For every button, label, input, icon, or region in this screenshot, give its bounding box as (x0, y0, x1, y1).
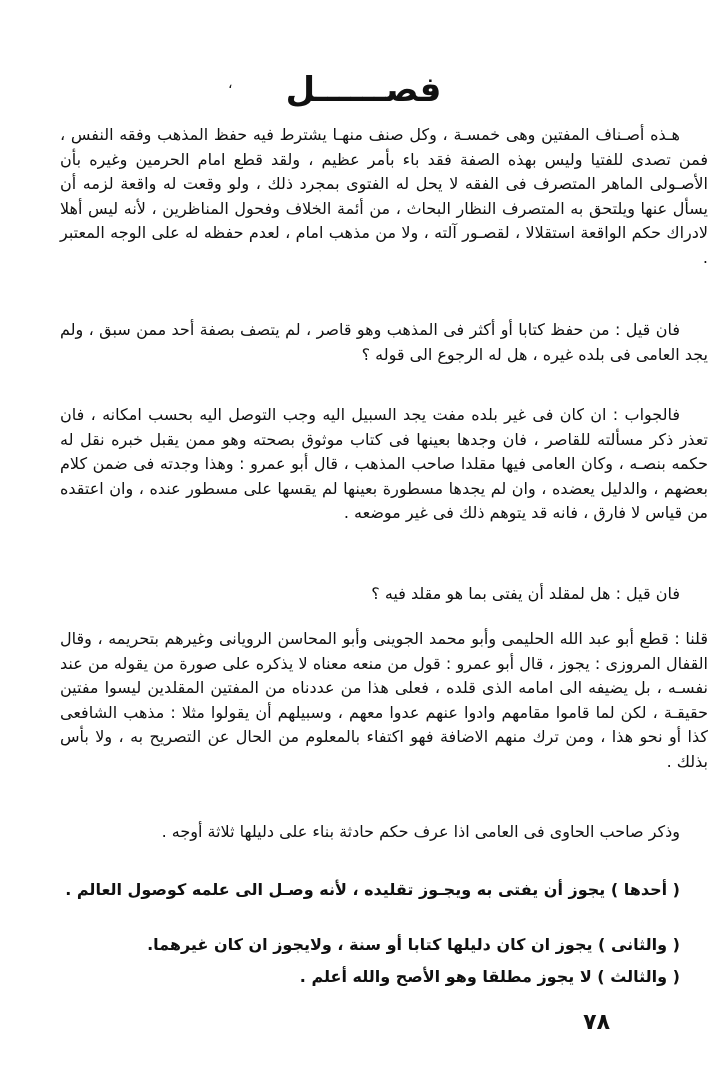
chapter-heading (0, 68, 727, 112)
paragraph-answer-2: قلنا : قطع أبو عبد الله الحليمى وأبو محمد الجوينى وأبو المحاسن الرويانى وغيرهم بتحريمه ، وقال القفال المروزى : يجوز ، قال أبو عمرو : قول من منعه معناه لا يذكره على صورة من يقوله من عند نفسـه ، بل يضيفه الى امامه الذى قلده ، فعلى هذا من عددناه من المفتين المقلدين ليسوا مفتين حقيقـة ، لكن لما قاموا مقامهم وادوا عنهم عدوا معهم ، وسبيلهم أن يقولوا مثلا : مذهب الشافعى كذا أو نحو هذا ، ومن ترك منهم الاضافة فهو اكتفاء بالمعلوم من الحال عن التصريح به ، ولا بأس بذلك . (60, 629, 708, 771)
paragraph-hawi: وذكر صاحب الحاوى فى العامى اذا عرف حكم حادثة بناء على دليلها ثلاثة أوجه . (161, 822, 680, 841)
stray-mark: ، (228, 76, 233, 92)
paragraph-intro: هـذه أصـناف المفتين وهى خمسـة ، وكل صنف منهـا يشترط فيه حفظ المذهب وفقه النفس ، فمن تصدى للفتيا وليس بهذه الصفة فقد باء بأمر عظيم ، ولقد قطع امام الحرمين وغيره بأن الأصـولى الماهر المتصرف فى الفقه لا يحل له الفتوى بمجرد ذلك ، ولو وقعت له واقعة لزمه أن يسأل عنها ويلتحق به المتصرف النظار البحاث ، من أئمة الخلاف وفحول المناظرين ، لأنه ليس أهلا لادراك حكم الواقعة استقلالا ، لقصـور آلته ، ولا من مذهب امام ، لعدم حفظه له على الوجه المعتبر . (60, 125, 708, 267)
paragraph-third-view: ( والثالث ) لا يجوز مطلقا وهو الأصح والله أعلم . (299, 967, 680, 986)
paragraph-answer-1: فالجواب : ان كان فى غير بلده مفت يجد السبيل اليه وجب التوصل اليه بحسب امكانه ، فان تعذر ذكر مسألته للقاصر ، فان وجدها بعينها فى كتاب موثوق بصحته وهو ممن يقبل خبره نقل له حكمه بنصـه ، وكان العامى فيها مقلدا صاحب المذهب ، قال أبو عمرو : وهذا وجدته فى ضمن كلام بعضهم ، والدليل يعضده ، وان لم يجدها مسطورة بعينها لم يقسها على مسطور عنده ، وان اعتقده من قياس لا فارق ، فانه قد يتوهم ذلك فى غير موضعه . (60, 405, 708, 522)
paragraph-question-1: فان قيل : من حفظ كتابا أو أكثر فى المذهب وهو قاصر ، لم يتصف بصفة أحد ممن سبق ، ولم يجد العامى فى بلده غيره ، هل له الرجوع الى قوله ؟ (60, 320, 708, 364)
page-number: ٧٨ (583, 1010, 610, 1035)
paragraph-second-view: ( والثانى ) يجوز ان كان دليلها كتابا أو سنة ، ولايجوز ان كان غيرهما. (147, 935, 680, 954)
paragraph-first-view: ( أحدها ) يجوز أن يفتى به ويجـوز تقليده ، لأنه وصـل الى علمه كوصول العالم . (65, 880, 680, 899)
chapter-title: فصــــــل (285, 70, 442, 110)
paragraph-question-2: فان قيل : هل لمقلد أن يفتى بما هو مقلد فيه ؟ (371, 584, 680, 603)
